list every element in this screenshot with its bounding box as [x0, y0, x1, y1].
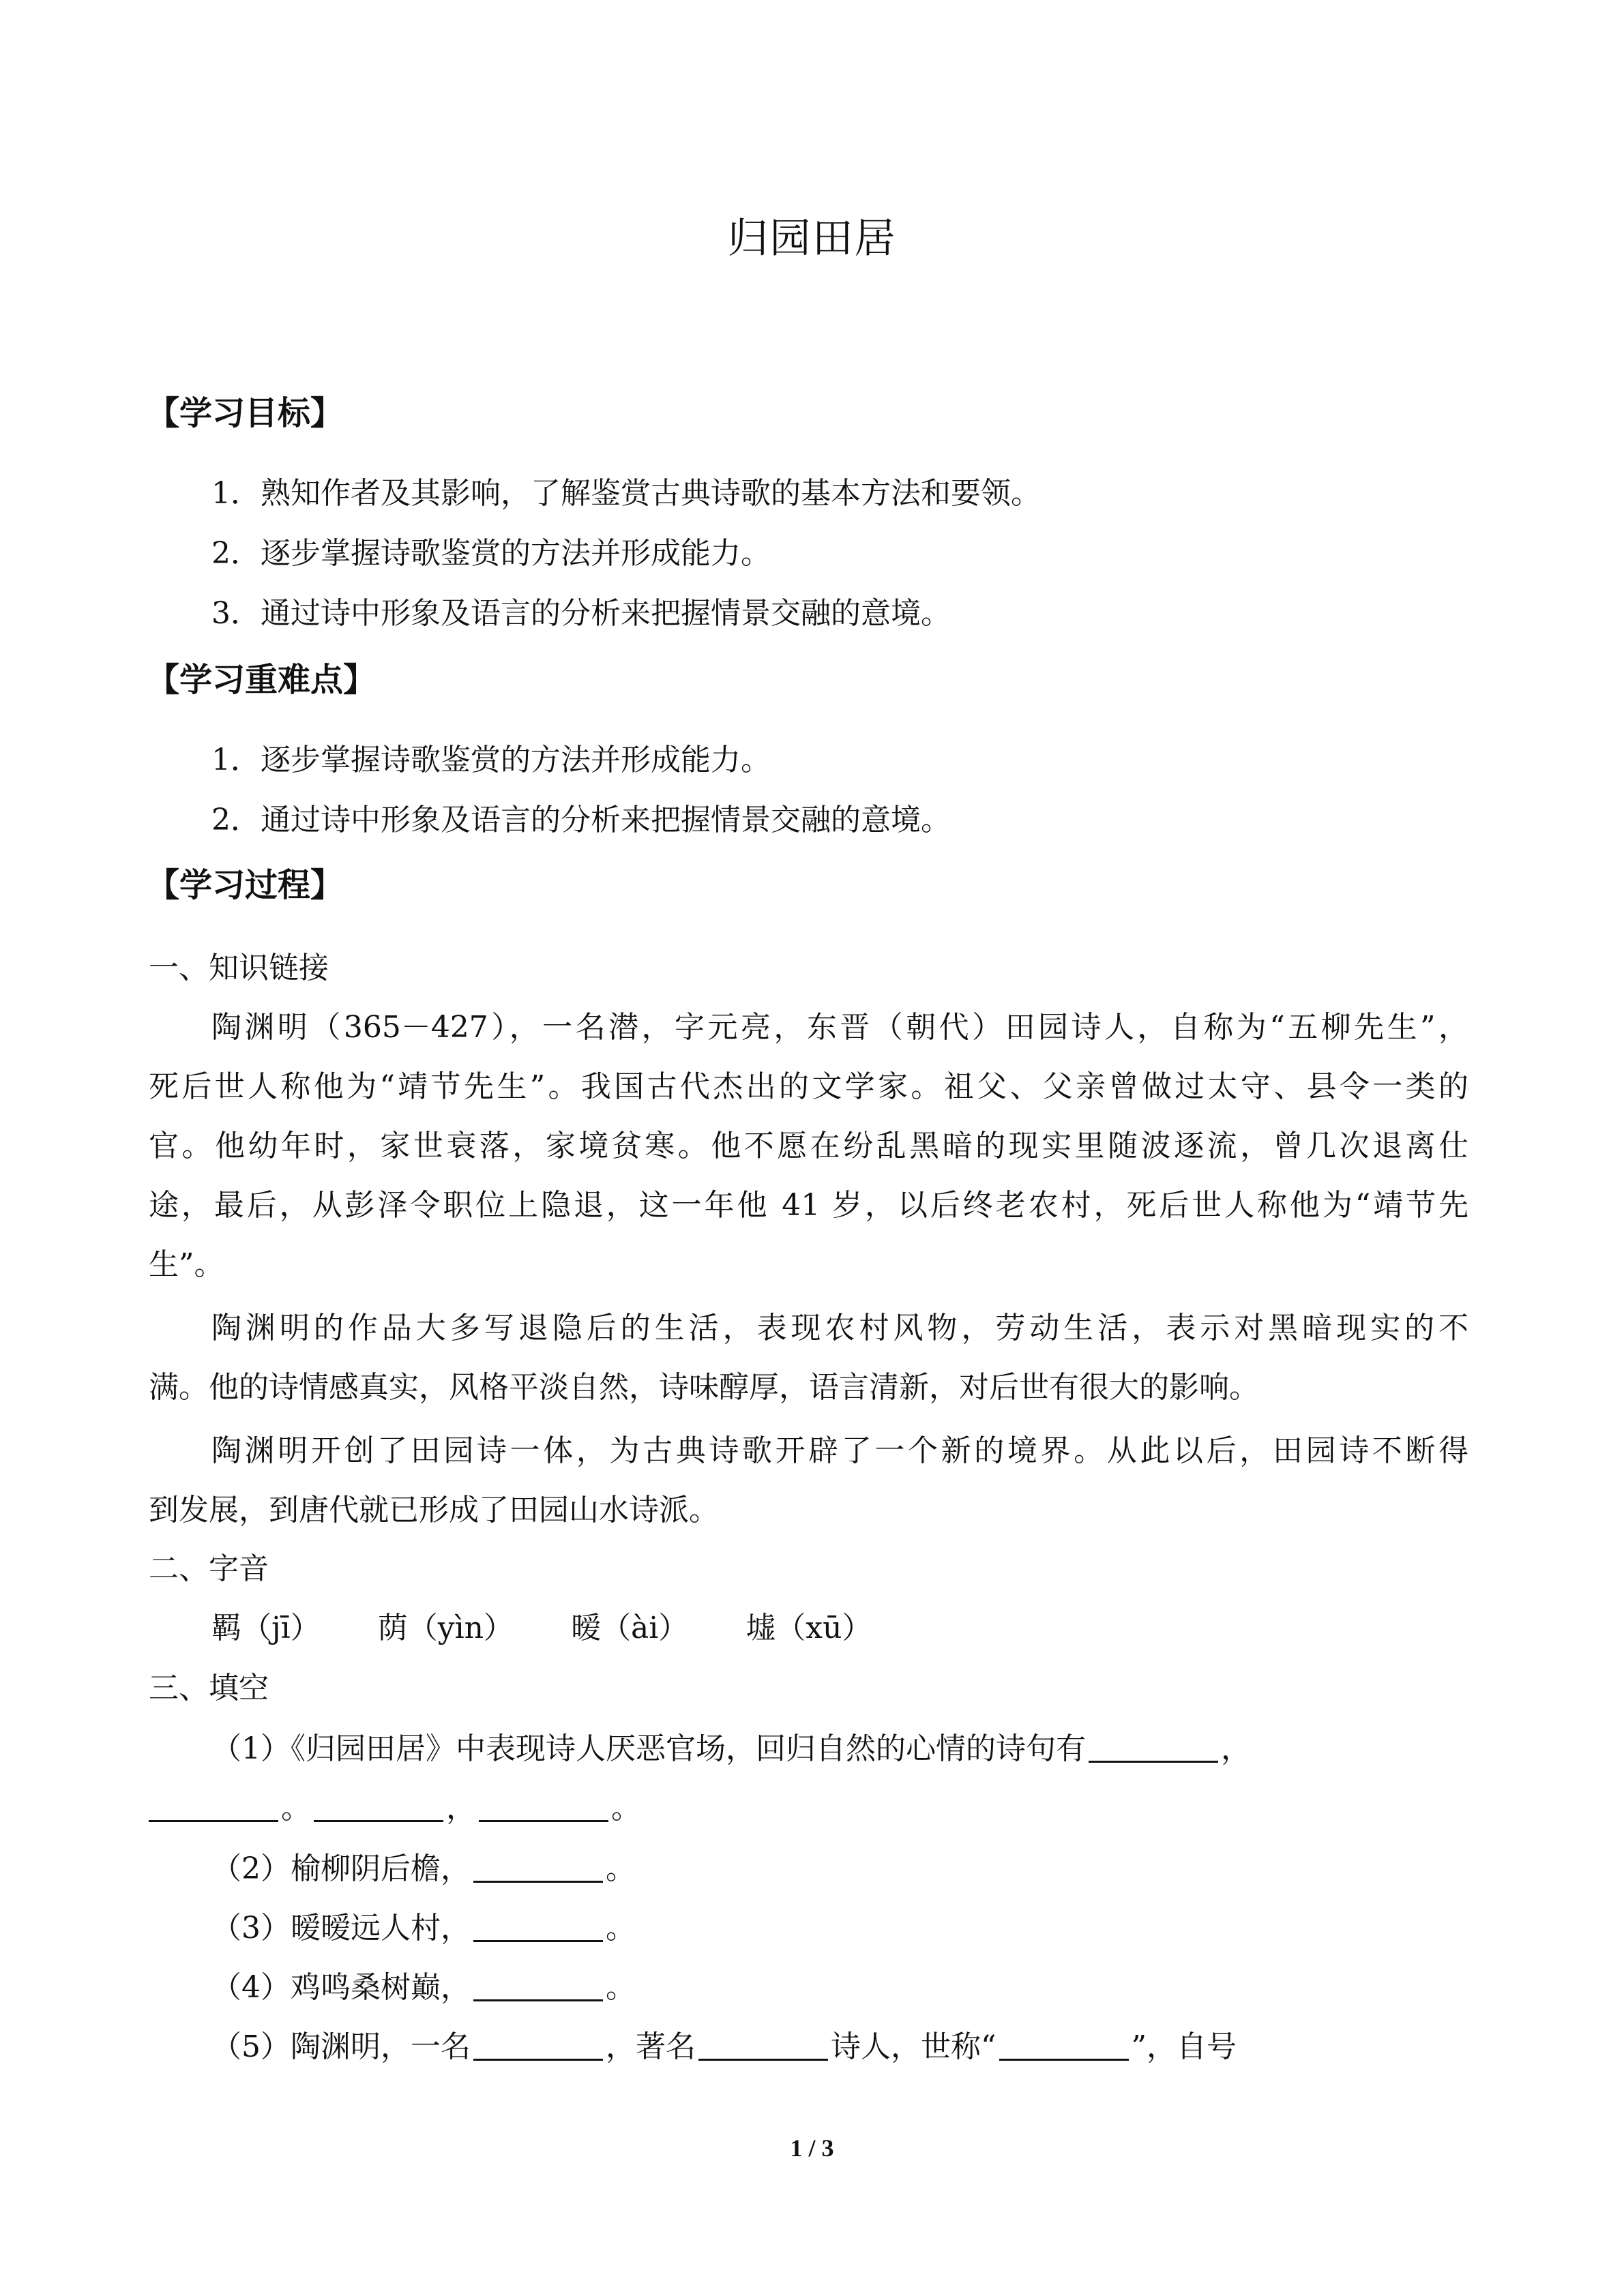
paragraph-line: 死后世人称他为“靖节先生”。我国古代杰出的文学家。祖父、父亲曾做过太守、县令一类的: [149, 1069, 1468, 1104]
objective-item: 2．逐步掌握诗歌鉴赏的方法并形成能力。: [211, 536, 771, 571]
paragraph-line: 到发展，到唐代就已形成了田园山水诗派。: [149, 1493, 719, 1527]
pronunciation-item: 荫（yìn）: [377, 1611, 514, 1645]
answer-blank[interactable]: [473, 2031, 603, 2061]
punctuation: ，: [446, 1791, 476, 1825]
subheading-fill: 三、填空: [149, 1671, 269, 1705]
answer-blank[interactable]: [479, 1793, 608, 1822]
paragraph-line: 陶渊明开创了田园诗一体，为古典诗歌开辟了一个新的境界。从此以后，田园诗不断得: [211, 1433, 1468, 1468]
question-text: （2）榆柳阴后檐，: [211, 1851, 471, 1886]
question-text: ，著名: [606, 2029, 696, 2064]
question-text: （1）《归园田居》中表现诗人厌恶官场，回归自然的心情的诗句有: [211, 1731, 1086, 1766]
answer-blank[interactable]: [473, 1972, 603, 2001]
punctuation: 。: [606, 1851, 636, 1886]
answer-blank[interactable]: [473, 1853, 603, 1883]
pronunciation-item: 羁（jī）: [211, 1611, 321, 1645]
question-text: ”，自号: [1131, 2029, 1237, 2064]
punctuation: 。: [611, 1791, 641, 1825]
pronunciation-item: 暧（ài）: [571, 1611, 689, 1645]
fill-question-4: [211, 1967, 636, 2008]
paragraph-line: 满。他的诗情感真实，风格平淡自然，诗味醇厚，语言清新，对后世有很大的影响。: [149, 1370, 1259, 1405]
answer-blank[interactable]: [1089, 1733, 1218, 1763]
objective-item: 3．通过诗中形象及语言的分析来把握情景交融的意境。: [211, 596, 951, 631]
question-text: （3）暧暧远人村，: [211, 1911, 471, 1945]
question-text: （5）陶渊明，一名: [211, 2029, 471, 2064]
subheading-pronunciation: 二、字音: [149, 1551, 269, 1586]
difficulty-item: 1．逐步掌握诗歌鉴赏的方法并形成能力。: [211, 743, 771, 777]
difficulty-item: 2．通过诗中形象及语言的分析来把握情景交融的意境。: [211, 803, 951, 837]
section-heading-objectives: 【学习目标】: [147, 394, 344, 432]
fill-question-5: [211, 2027, 1237, 2068]
section-heading-process: 【学习过程】: [147, 866, 344, 904]
paragraph-line: 途，最后，从彭泽令职位上隐退，这一年他 41 岁，以后终老农村，死后世人称他为“靖节先: [149, 1188, 1468, 1223]
punctuation: 。: [281, 1791, 311, 1825]
answer-blank[interactable]: [999, 2031, 1129, 2061]
punctuation: 。: [606, 1970, 636, 2005]
paragraph-line: 陶渊明（365－427），一名潜，字元亮，东晋（朝代）田园诗人，自称为“五柳先生”，: [211, 1010, 1468, 1045]
answer-blank[interactable]: [314, 1793, 443, 1822]
answer-blank[interactable]: [149, 1793, 278, 1822]
page-title: 归园田居: [727, 215, 897, 263]
pronunciation-item: 墟（xū）: [745, 1611, 872, 1645]
objective-item: 1．熟知作者及其影响，了解鉴赏古典诗歌的基本方法和要领。: [211, 476, 1041, 511]
question-text: （4）鸡鸣桑树巅，: [211, 1970, 471, 2005]
paragraph-line: 官。他幼年时，家世衰落，家境贫寒。他不愿在纷乱黑暗的现实里随波逐流，曾几次退离仕: [149, 1129, 1468, 1163]
pronunciation-row: [211, 1608, 872, 1649]
punctuation: ，: [1221, 1731, 1251, 1766]
answer-blank[interactable]: [473, 1913, 603, 1942]
answer-blank[interactable]: [698, 2031, 828, 2061]
question-text: 诗人，世称“: [831, 2029, 996, 2064]
fill-question-3: [211, 1908, 636, 1949]
punctuation: 。: [606, 1911, 636, 1945]
paragraph-line: 陶渊明的作品大多写退隐后的生活，表现农村风物，劳动生活，表示对黑暗现实的不: [211, 1311, 1468, 1345]
subheading-knowledge: 一、知识链接: [149, 951, 329, 985]
page-number: 1 / 3: [790, 2134, 834, 2162]
fill-question-1: [211, 1729, 1251, 1770]
fill-question-1-cont: [149, 1788, 641, 1829]
fill-question-2: [211, 1849, 636, 1890]
paragraph-line: 生”。: [149, 1247, 224, 1282]
section-heading-difficulties: 【学习重难点】: [147, 661, 377, 699]
